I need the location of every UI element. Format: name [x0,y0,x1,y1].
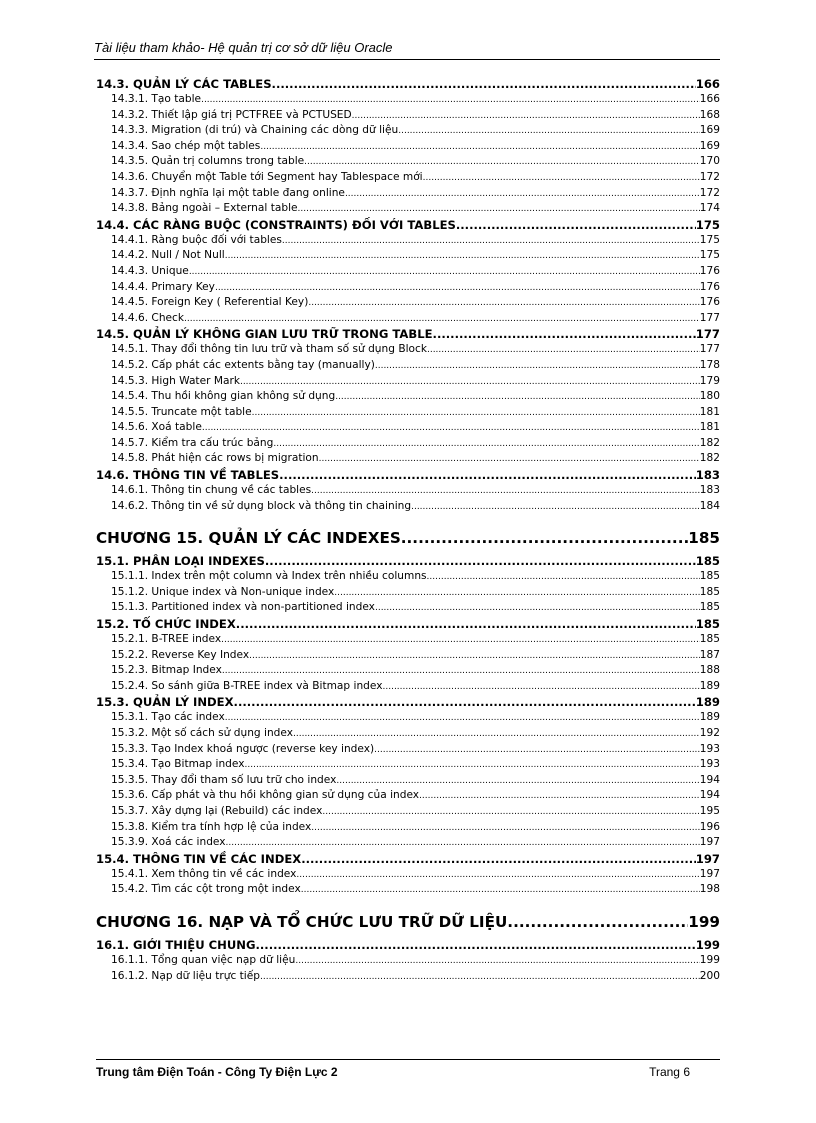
toc-entry-title: 15.2.1. B-TREE index [111,633,222,646]
dot-leader [202,421,700,436]
toc-entry[interactable] [96,804,720,820]
dot-leader [411,500,700,515]
toc-entry-title: 15.3.2. Một số cách sử dụng index [111,727,293,739]
toc-entry-title: 14.3.5. Quản trị columns trong table [111,155,305,168]
toc-page-number: 193 [699,758,720,771]
dot-leader [304,155,700,170]
toc-page-number: 180 [699,390,720,403]
toc-entry[interactable] [96,600,720,616]
toc-entry-title: 15.1.1. Index trên một column và Index trên nhiều columns [111,570,427,583]
toc-entry-title: 15.3.8. Kiểm tra tính hợp lệ của index [111,820,312,833]
toc-entry-title: 16.1.2. Nạp dữ liệu trực tiếp [111,969,260,982]
toc-entry-title: 14.3.4. Sao chép một tables [111,139,261,152]
toc-entry[interactable] [96,726,720,742]
toc-entry-title: 14.4.1. Ràng buộc đối với tables [111,233,282,246]
toc-page-number: 185 [695,617,720,632]
toc-entry[interactable] [96,757,720,773]
dot-leader [225,249,700,264]
toc-entry-title: 15.1.3. Partitioned index và non-partitioned index [111,601,375,614]
dot-leader [260,140,699,155]
dot-leader [201,93,700,108]
dot-leader [352,109,700,124]
toc-page-number: 181 [699,421,720,434]
toc-entry[interactable] [96,648,720,664]
toc-page-number: 182 [699,436,720,449]
toc-page-number: 199 [695,937,720,952]
toc-page-number: 193 [699,742,720,755]
dot-leader [234,694,696,710]
toc-entry[interactable] [96,405,720,421]
toc-entry[interactable] [96,663,720,679]
toc-page-number: 176 [699,264,720,277]
toc-section[interactable] [96,467,720,483]
toc-entry-title: 16.1. GIỚI THIỆU CHUNG [96,937,256,952]
toc-page-number: 185 [699,601,720,614]
toc-entry[interactable] [96,248,720,264]
toc-page-number: 199 [688,912,720,931]
toc-page-number: 189 [699,711,720,724]
toc-entry[interactable] [96,139,720,155]
toc-entry-title: 14.5.1. Thay đổi thông tin lưu trữ và tham số sử dụng Block [111,343,427,356]
toc-entry-title: 14.5.8. Phát hiện các rows bị migration [111,452,319,465]
dot-leader [240,375,700,390]
toc-entry-title: 14.6. THÔNG TIN VỀ TABLES [96,468,280,483]
toc-chapter[interactable] [96,910,720,934]
dot-leader [282,234,700,249]
toc-entry-title: 14.5.3. High Water Mark [111,374,240,387]
toc-entry[interactable] [96,569,720,585]
toc-entry[interactable] [96,882,720,898]
toc-entry-title: 15.2.2. Reverse Key Index [111,648,250,661]
dot-leader [335,390,700,405]
toc-page-number: 178 [699,358,720,371]
toc-page-number: 175 [699,233,720,246]
toc-page-number: 197 [695,851,720,866]
dot-leader [236,616,696,632]
toc-page-number: 175 [699,249,720,262]
toc-entry[interactable] [96,773,720,789]
dot-leader [311,484,700,499]
toc-entry[interactable] [96,632,720,648]
toc-entry[interactable] [96,264,720,280]
dot-leader [334,586,700,601]
toc-entry[interactable] [96,295,720,311]
toc-entry[interactable] [96,499,720,515]
dot-leader [319,452,700,467]
toc-page-number: 197 [699,836,720,849]
dot-leader [311,821,699,836]
toc-page-number: 175 [695,217,720,232]
toc-page-number: 194 [699,773,720,786]
toc-page-number: 200 [699,969,720,982]
toc-page-number: 198 [699,883,720,896]
dot-leader [225,711,700,726]
dot-leader [272,76,696,92]
toc-entry[interactable] [96,835,720,851]
toc-entry-title: 14.3.6. Chuyển một Table tới Segment hay Tablespace mới [111,170,423,183]
toc-entry[interactable] [96,679,720,695]
dot-leader [336,774,699,789]
toc-page-number: 172 [699,186,720,199]
toc-entry-title: 15.4. THÔNG TIN VỀ CÁC INDEX [96,851,302,866]
toc-entry[interactable] [96,953,720,969]
toc-page-number: 176 [699,280,720,293]
toc-entry[interactable] [96,108,720,124]
toc-entry[interactable] [96,342,720,358]
toc-entry-title: 15.1. PHÂN LOẠI INDEXES [96,554,265,569]
toc-entry-title: 14.4. CÁC RÀNG BUỘC (CONSTRAINTS) ĐỐI VỚI TABLES [96,217,456,232]
toc-page-number: 166 [695,77,720,91]
toc-entry-title: 14.3.3. Migration (di trú) và Chaining các dòng dữ liệu [111,124,399,137]
dot-leader [398,124,700,139]
dot-leader [189,265,700,280]
dot-leader [456,217,696,233]
toc-section[interactable] [96,217,720,233]
toc-page-number: 170 [699,155,720,168]
toc-section[interactable] [96,694,720,710]
toc-entry-title: 15.1.2. Unique index và Non-unique index [111,585,335,598]
toc-chapter[interactable] [96,526,720,550]
toc-page-number: 168 [699,108,720,121]
toc-page-number: 177 [695,327,720,342]
toc-entry-title: 15.3. QUẢN LÝ INDEX [96,695,234,710]
toc-entry[interactable] [96,483,720,499]
toc-entry[interactable] [96,154,720,170]
toc-page-number: 187 [699,648,720,661]
toc-page-number: 176 [699,296,720,309]
toc-entry-title: 14.3.8. Bảng ngoài – External table [111,202,298,215]
footer-organization: Trung tâm Điện Toán - Công Ty Điện Lực 2 [96,1065,338,1079]
dot-leader [222,664,700,679]
dot-leader [375,601,700,616]
toc-entry[interactable] [96,233,720,249]
toc-entry-title: 14.5. QUẢN LÝ KHÔNG GIAN LƯU TRỮ TRONG TABLE [96,327,433,342]
dot-leader [423,171,700,186]
dot-leader [308,296,699,311]
document-title: Tài liệu tham khảo- Hệ quản trị cơ sở dữ liệu Oracle [94,40,393,55]
toc-entry[interactable] [96,186,720,202]
dot-leader [383,680,700,695]
dot-leader [273,437,699,452]
dot-leader [427,570,700,585]
toc-entry-title: 15.3.4. Tạo Bitmap index [111,758,245,771]
page-number: Trang 6 [649,1065,690,1079]
toc-entry-title: CHƯƠNG 15. QUẢN LÝ CÁC INDEXES [96,529,401,548]
toc-page-number: 196 [699,820,720,833]
toc-entry[interactable] [96,201,720,217]
toc-section[interactable] [96,937,720,953]
toc-entry[interactable] [96,867,720,883]
dot-leader [293,727,700,742]
page-footer [96,1059,720,1079]
dot-leader [322,805,699,820]
toc-page-number: 185 [688,529,720,548]
toc-entry-title: 14.4.6. Check [111,311,185,324]
toc-entry-title: 15.4.2. Tìm các cột trong một index [111,883,301,896]
toc-section[interactable] [96,553,720,569]
toc-page-number: 183 [699,484,720,497]
toc-page-number: 195 [699,804,720,817]
toc-entry[interactable] [96,742,720,758]
toc-page-number: 169 [699,124,720,137]
toc-page-number: 197 [699,867,720,880]
toc-entry-title: 14.5.2. Cấp phát các extents bằng tay (manually) [111,358,375,371]
toc-entry[interactable] [96,389,720,405]
dot-leader [345,187,700,202]
toc-page-number: 172 [699,170,720,183]
toc-entry-title: 14.3.1. Tạo table [111,93,202,105]
dot-leader [419,789,700,804]
toc-page-number: 185 [699,570,720,583]
toc-entry[interactable] [96,710,720,726]
toc-entry-title: 15.2.4. So sánh giữa B-TREE index và Bitmap index [111,679,383,692]
toc-page-number: 177 [699,311,720,324]
toc-entry[interactable] [96,92,720,108]
toc-page-number: 183 [695,468,720,483]
toc-entry[interactable] [96,585,720,601]
toc-page-number: 194 [699,789,720,802]
dot-leader [301,851,696,867]
table-of-contents [96,76,720,984]
toc-section[interactable] [96,851,720,867]
toc-entry-title: 14.4.3. Unique [111,264,189,277]
toc-entry-title: 15.2.3. Bitmap Index [111,664,222,677]
dot-leader [252,406,700,421]
toc-entry-title: 14.5.5. Truncate một table [111,405,252,418]
toc-page-number: 166 [699,93,720,105]
toc-entry-title: 15.3.3. Tạo Index khoá ngược (reverse key index) [111,742,375,755]
toc-section[interactable] [96,616,720,632]
toc-page-number: 199 [699,953,720,966]
toc-page-number: 185 [699,633,720,646]
toc-entry-title: 15.3.6. Cấp phát và thu hồi không gian sử dụng của index [111,789,420,802]
toc-page-number: 185 [695,554,720,569]
toc-entry-title: 14.5.6. Xoá table [111,421,202,434]
toc-page-number: 174 [699,202,720,215]
dot-leader [295,954,699,969]
page-header [94,40,720,60]
toc-entry-title: 14.4.4. Primary Key [111,280,215,293]
toc-entry[interactable] [96,123,720,139]
dot-leader [374,743,700,758]
toc-entry-title: 14.6.1. Thông tin chung về các tables [111,484,312,497]
dot-leader [256,937,696,953]
dot-leader [221,633,700,648]
toc-page-number: 189 [695,695,720,710]
toc-page-number: 192 [699,727,720,739]
toc-entry-title: 15.3.7. Xây dựng lại (Rebuild) các index [111,804,323,817]
toc-entry-title: CHƯƠNG 16. NẠP VÀ TỔ CHỨC LƯU TRỮ DỮ LIỆU [96,912,508,931]
toc-entry[interactable] [96,280,720,296]
toc-entry-title: 14.4.5. Foreign Key ( Referential Key) [111,296,309,309]
dot-leader [301,883,700,898]
toc-page-number: 181 [699,405,720,418]
dot-leader [260,970,700,985]
toc-page-number: 185 [699,585,720,598]
toc-entry-title: 14.3. QUẢN LÝ CÁC TABLES [96,77,272,91]
dot-leader [249,649,700,664]
toc-entry[interactable] [96,358,720,374]
toc-entry-title: 15.3.1. Tạo các index [111,711,225,724]
dot-leader [427,343,700,358]
toc-entry-title: 14.3.2. Thiết lập giá trị PCTFREE và PCTUSED [111,108,352,121]
dot-leader [279,467,696,483]
toc-page-number: 189 [699,679,720,692]
dot-leader [265,553,696,569]
toc-page-number: 179 [699,374,720,387]
toc-entry-title: 15.3.9. Xoá các index [111,836,226,849]
toc-entry-title: 15.3.5. Thay đổi tham số lưu trữ cho index [111,773,337,786]
toc-page-number: 169 [699,139,720,152]
toc-section[interactable] [96,76,720,92]
dot-leader [298,202,700,217]
dot-leader [226,836,700,851]
toc-entry-title: 16.1.1. Tổng quan việc nạp dữ liệu [111,953,296,966]
toc-entry[interactable] [96,374,720,390]
toc-entry[interactable] [96,311,720,327]
dot-leader [296,868,699,883]
toc-entry[interactable] [96,436,720,452]
dot-leader [245,758,700,773]
dot-leader [433,326,696,342]
toc-page-number: 184 [699,499,720,512]
toc-entry[interactable] [96,788,720,804]
toc-entry-title: 14.5.4. Thu hồi không gian không sử dụng [111,390,336,403]
dot-leader [215,281,700,296]
dot-leader [375,359,700,374]
toc-entry-title: 15.2. TỔ CHỨC INDEX [96,617,236,632]
dot-leader [401,526,689,550]
toc-entry[interactable] [96,969,720,985]
toc-section[interactable] [96,326,720,342]
toc-entry[interactable] [96,451,720,467]
toc-entry[interactable] [96,170,720,186]
toc-page-number: 177 [699,343,720,356]
dot-leader [184,312,700,327]
toc-entry-title: 14.5.7. Kiểm tra cấu trúc bảng [111,436,274,449]
toc-entry[interactable] [96,820,720,836]
toc-page-number: 182 [699,452,720,465]
toc-entry-title: 14.3.7. Định nghĩa lại một table đang online [111,186,345,199]
toc-entry-title: 15.4.1. Xem thông tin về các index [111,867,297,880]
toc-page-number: 188 [699,664,720,677]
toc-entry[interactable] [96,420,720,436]
toc-entry-title: 14.6.2. Thông tin về sử dụng block và thông tin chaining [111,499,412,512]
dot-leader [507,910,688,934]
toc-entry-title: 14.4.2. Null / Not Null [111,249,225,262]
